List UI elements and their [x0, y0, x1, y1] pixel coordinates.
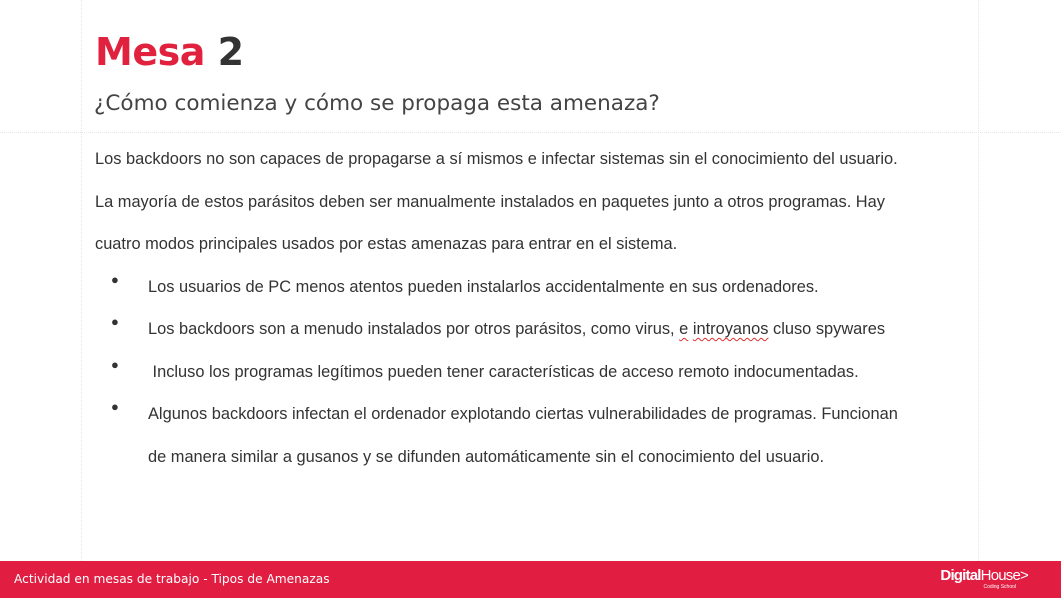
guide-line-left	[81, 0, 82, 561]
bullet-text-continuation: de manera similar a gusanos y se difunden automáticamente sin el conocimiento del usuario.	[148, 447, 825, 466]
bullet-text: Incluso los programas legítimos pueden tener características de acceso remoto indocumentadas.	[148, 362, 859, 381]
footer-bar	[0, 561, 1061, 598]
bullet-list	[95, 272, 985, 485]
bullet-item	[95, 314, 985, 357]
spellcheck-flagged-word: introyanos	[692, 320, 769, 338]
footer-caption: Actividad en mesas de trabajo - Tipos de Amenazas	[14, 572, 330, 586]
guide-line-top	[0, 132, 1061, 133]
bullet-item	[95, 357, 985, 400]
bullet-item	[95, 272, 985, 315]
bullet-text: Algunos backdoors infectan el ordenador explotando ciertas vulnerabilidades de programas. Funcionan	[148, 405, 898, 423]
logo-arrow-icon: >	[1020, 567, 1028, 584]
bullet-dot-icon: ●	[111, 399, 119, 414]
title-number: 2	[217, 30, 244, 74]
bullet-text	[148, 314, 985, 357]
bullet-dot-icon: ●	[111, 271, 119, 287]
bullet-text: Los usuarios de PC menos atentos pueden instalarlos accidentalmente en sus ordenadores.	[148, 277, 819, 296]
logo-wordmark	[940, 568, 1028, 584]
intro-line: Los backdoors no son capaces de propagarse a sí mismos e infectar sistemas sin el conocimiento del usuario.	[95, 150, 898, 168]
spellcheck-flagged-word: e	[679, 320, 689, 338]
intro-line: La mayoría de estos parásitos deben ser manualmente instalados en paquetes junto a otros programas. Hay	[95, 192, 885, 211]
slide-title	[95, 28, 244, 76]
bullet-text-part: cluso spywares	[768, 320, 886, 338]
logo-word-bold: Digital	[940, 567, 981, 584]
intro-line: cuatro modos principales usados por estas amenazas para entrar en el sistema.	[95, 235, 678, 253]
bullet-item	[95, 399, 985, 484]
bullet-text-part: Los backdoors son a menudo instalados por otros parásitos, como virus,	[148, 320, 680, 338]
title-word: Mesa	[95, 30, 205, 74]
logo-word-light: House	[980, 567, 1021, 584]
digitalhouse-logo	[940, 568, 1028, 590]
logo-subtitle: Coding School	[983, 584, 1016, 590]
slide-subtitle: ¿Cómo comienza y cómo se propaga esta amenaza?	[94, 91, 660, 116]
slide-body	[95, 144, 985, 484]
bullet-dot-icon: ●	[111, 356, 119, 372]
bullet-dot-icon: ●	[111, 314, 119, 329]
